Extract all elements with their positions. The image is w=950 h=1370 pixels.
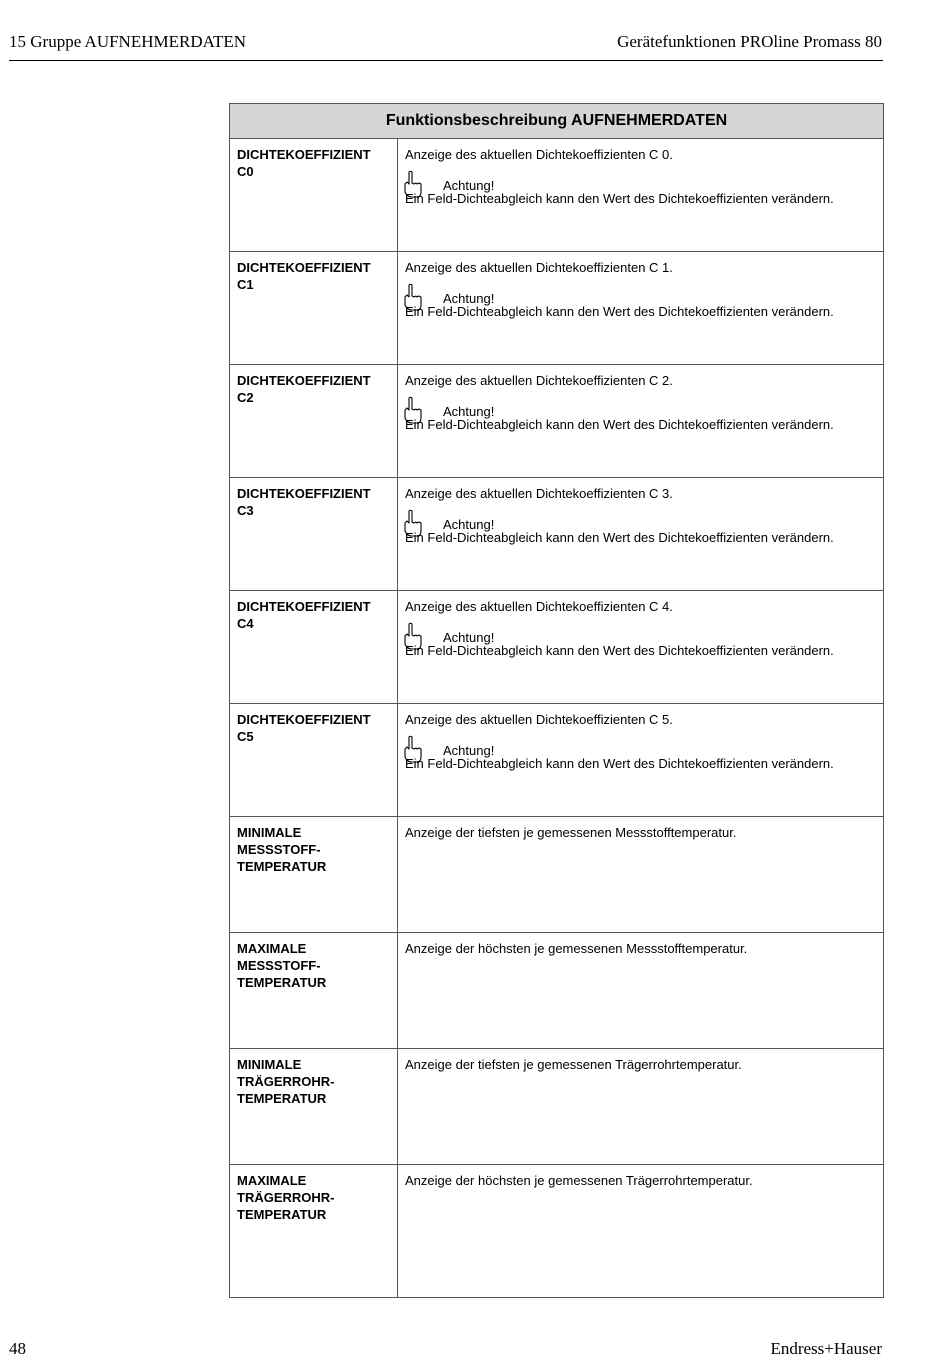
function-name-line: TEMPERATUR (237, 1091, 327, 1106)
function-name (230, 139, 398, 252)
table-row (230, 1165, 884, 1298)
description-text: Anzeige des aktuellen Dichtekoeffizienten C 4. (405, 599, 673, 614)
warning-line (405, 625, 877, 655)
table-row (230, 1049, 884, 1165)
table-row (230, 704, 884, 817)
warning-label: Achtung! (443, 517, 495, 532)
warning-line (405, 286, 877, 316)
pointing-hand-icon (403, 170, 423, 200)
function-name-line: C2 (237, 390, 254, 405)
function-name (230, 1165, 398, 1298)
function-description (398, 365, 884, 478)
function-name-line: MESSSTOFF- (237, 958, 321, 973)
warning-text: Ein Feld-Dichteabgleich kann den Wert des Dichtekoeffizienten verändern. (405, 530, 834, 545)
description-text: Anzeige der höchsten je gemessenen Messstofftemperatur. (405, 941, 748, 956)
function-name-line: TEMPERATUR (237, 1207, 327, 1222)
warning-line (405, 399, 877, 429)
function-description (398, 704, 884, 817)
function-description (398, 252, 884, 365)
table-row (230, 252, 884, 365)
function-name (230, 817, 398, 933)
warning-line (405, 512, 877, 542)
function-name-line: MAXIMALE (237, 941, 307, 956)
pointing-hand-icon (403, 622, 423, 652)
function-name-line: MESSSTOFF- (237, 842, 321, 857)
function-description (398, 817, 884, 933)
description-text: Anzeige des aktuellen Dichtekoeffizienten C 1. (405, 260, 673, 275)
function-name-line: TRÄGERROHR- (237, 1190, 335, 1205)
description-text: Anzeige der höchsten je gemessenen Trägerrohrtemperatur. (405, 1173, 753, 1188)
function-name-line: MINIMALE (237, 1057, 302, 1072)
function-name-line: C4 (237, 616, 254, 631)
function-name-line: DICHTEKOEFFIZIENT (237, 486, 371, 501)
function-name (230, 933, 398, 1049)
table-row (230, 817, 884, 933)
warning-text: Ein Feld-Dichteabgleich kann den Wert des Dichtekoeffizienten verändern. (405, 643, 834, 658)
pointing-hand-icon (403, 396, 423, 426)
warning-text: Ein Feld-Dichteabgleich kann den Wert des Dichtekoeffizienten verändern. (405, 304, 834, 319)
function-name-line: C3 (237, 503, 254, 518)
warning-line (405, 738, 877, 768)
function-description (398, 1049, 884, 1165)
warning-line (405, 173, 877, 203)
function-description (398, 933, 884, 1049)
brand-logo-text: Endress+Hauser (770, 1339, 882, 1358)
running-header-left: 15 Gruppe AUFNEHMERDATEN (9, 32, 247, 51)
table-row (230, 933, 884, 1049)
function-name-line: C1 (237, 277, 254, 292)
warning-label: Achtung! (443, 743, 495, 758)
pointing-hand-icon (403, 509, 423, 539)
function-name-line: DICHTEKOEFFIZIENT (237, 599, 371, 614)
function-name (230, 591, 398, 704)
page-number: 48 (9, 1339, 26, 1358)
description-text: Anzeige der tiefsten je gemessenen Trägerrohrtemperatur. (405, 1057, 742, 1072)
description-text: Anzeige des aktuellen Dichtekoeffizienten C 5. (405, 712, 673, 727)
table-title: Funktionsbeschreibung AUFNEHMERDATEN (230, 104, 884, 139)
function-name-line: DICHTEKOEFFIZIENT (237, 147, 371, 162)
function-name-line: DICHTEKOEFFIZIENT (237, 260, 371, 275)
warning-label: Achtung! (443, 630, 495, 645)
warning-text: Ein Feld-Dichteabgleich kann den Wert des Dichtekoeffizienten verändern. (405, 191, 834, 206)
function-description (398, 1165, 884, 1298)
warning-text: Ein Feld-Dichteabgleich kann den Wert des Dichtekoeffizienten verändern. (405, 756, 834, 771)
header-rule (9, 60, 883, 61)
function-description (398, 591, 884, 704)
table-row (230, 139, 884, 252)
warning-label: Achtung! (443, 404, 495, 419)
function-name-line: MAXIMALE (237, 1173, 307, 1188)
table-row (230, 591, 884, 704)
function-description-table (229, 103, 884, 1298)
table-row (230, 478, 884, 591)
function-name-line: DICHTEKOEFFIZIENT (237, 373, 371, 388)
function-name (230, 365, 398, 478)
function-name-line: TRÄGERROHR- (237, 1074, 335, 1089)
warning-text: Ein Feld-Dichteabgleich kann den Wert des Dichtekoeffizienten verändern. (405, 417, 834, 432)
running-header-right: Gerätefunktionen PROline Promass 80 (617, 32, 882, 51)
description-text: Anzeige des aktuellen Dichtekoeffizienten C 2. (405, 373, 673, 388)
function-name-line: C0 (237, 164, 254, 179)
description-text: Anzeige des aktuellen Dichtekoeffizienten C 0. (405, 147, 673, 162)
description-text: Anzeige der tiefsten je gemessenen Messstofftemperatur. (405, 825, 737, 840)
function-name-line: TEMPERATUR (237, 859, 327, 874)
table-header-row (230, 104, 884, 139)
pointing-hand-icon (403, 735, 423, 765)
pointing-hand-icon (403, 283, 423, 313)
function-description (398, 139, 884, 252)
warning-label: Achtung! (443, 291, 495, 306)
function-name-line: TEMPERATUR (237, 975, 327, 990)
function-name-line: MINIMALE (237, 825, 302, 840)
function-description (398, 478, 884, 591)
function-name-line: DICHTEKOEFFIZIENT (237, 712, 371, 727)
function-name (230, 704, 398, 817)
table-row (230, 365, 884, 478)
function-name (230, 478, 398, 591)
function-name-line: C5 (237, 729, 254, 744)
warning-label: Achtung! (443, 178, 495, 193)
description-text: Anzeige des aktuellen Dichtekoeffizienten C 3. (405, 486, 673, 501)
function-name (230, 1049, 398, 1165)
function-name (230, 252, 398, 365)
